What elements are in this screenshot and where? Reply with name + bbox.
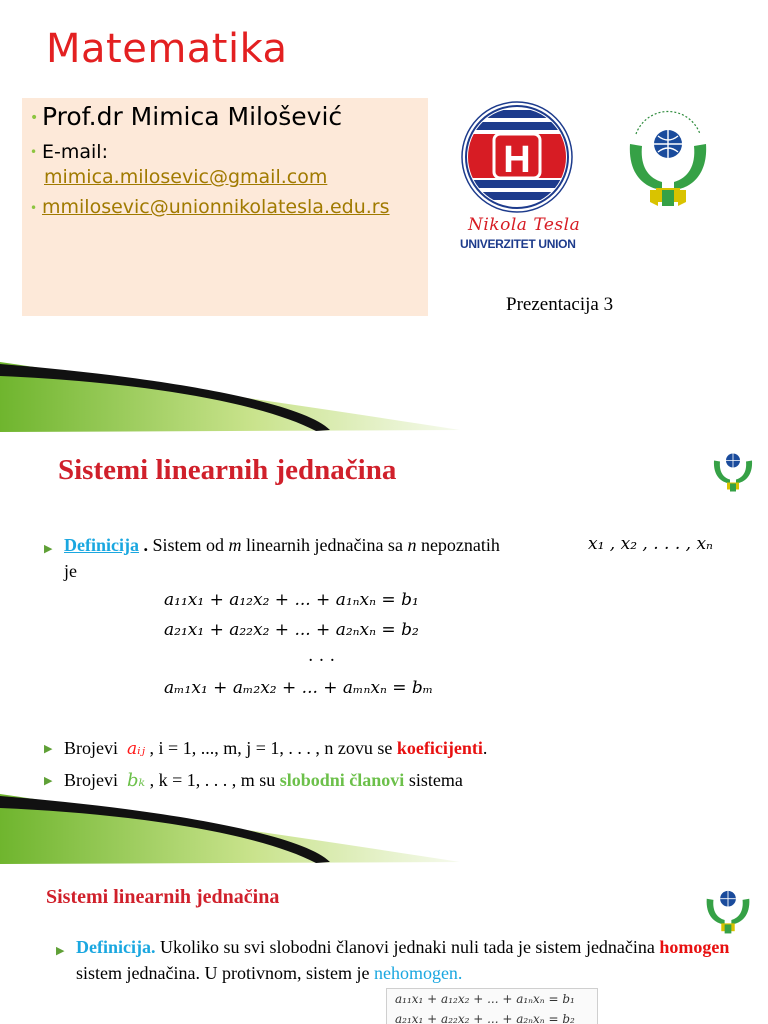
var-m: m — [228, 535, 242, 555]
slide-2 — [0, 432, 768, 864]
equation-row: a₁₁x₁ + a₁₂x₂ + ... + a₁ₙxₙ = b₁ — [395, 992, 575, 1006]
definition-label: Definicija. — [76, 937, 156, 957]
presentation-number: Prezentacija 3 — [506, 294, 614, 315]
slobodni-clanovi-term: slobodni članovi — [279, 770, 405, 790]
slide-swoosh-decoration — [0, 362, 768, 432]
free-member-symbol: bₖ — [127, 770, 146, 791]
definition-text: linearnih jednačina sa — [241, 535, 408, 555]
email-label: E-mail: — [42, 141, 108, 163]
union-h-logo — [460, 100, 574, 219]
bullet-dot-icon: • — [30, 110, 39, 126]
bullet-text: , k = 1, . . . , m su — [145, 770, 280, 790]
logo-h-letter: H — [503, 139, 531, 181]
author-name: Prof.dr Mimica Milošević — [42, 102, 343, 131]
definition-je: je — [64, 561, 77, 581]
definition-text: nepoznatih — [416, 535, 500, 555]
arrow-bullet-icon: ▶ — [56, 945, 65, 957]
equation-row: a₂₁x₁ + a₂₂x₂ + ... + a₂ₙxₙ = b₂ — [395, 1012, 575, 1024]
nehomogen-term: nehomogen. — [373, 963, 463, 983]
equation-image — [386, 988, 598, 1024]
definition-text: Sistem od — [147, 535, 229, 555]
homogen-term: homogen — [659, 937, 730, 957]
bullet-text: Brojevi — [64, 770, 118, 790]
slide-1 — [0, 0, 768, 432]
homogeneous-definition-bullet — [56, 934, 736, 986]
bullet-dot-icon: • — [30, 145, 38, 159]
bullet-text: , i = 1, ..., m, j = 1, . . . , n zovu se — [145, 738, 397, 758]
bullet-text: sistema — [404, 770, 463, 790]
equation-row: aₘ₁x₁ + aₘ₂x₂ + ... + aₘₙxₙ = bₘ — [164, 678, 434, 698]
equation-ellipsis: . . . — [308, 646, 336, 666]
equation-row: a₁₁x₁ + a₁₂x₂ + ... + a₁ₙxₙ = b₁ — [164, 590, 419, 610]
bullet-dot-icon: • — [30, 200, 38, 215]
bullet-text: . — [482, 738, 488, 758]
nikola-tesla-signature: Nikola Tesla — [468, 215, 581, 235]
slide-title: Matematika — [46, 26, 288, 72]
coef-symbol: aᵢⱼ — [127, 739, 146, 759]
slide-swoosh-decoration — [0, 794, 768, 864]
email-block — [30, 140, 327, 190]
bullet-text: Brojevi — [64, 738, 118, 758]
slide-title: Sistemi linearnih jednačina — [58, 454, 397, 486]
bullet-text: Ukoliko su svi slobodni članovi jednaki nuli tada je sistem jednačina — [155, 937, 660, 957]
definition-dot: . — [138, 535, 148, 555]
email-line-2 — [30, 196, 390, 218]
faculty-logo — [618, 104, 718, 215]
equation-row: a₂₁x₁ + a₂₂x₂ + ... + a₂ₙxₙ = b₂ — [164, 620, 419, 640]
arrow-bullet-icon: ▶ — [44, 775, 53, 787]
free-members-bullet — [44, 770, 463, 791]
coefficients-bullet — [44, 738, 488, 759]
slide-3 — [0, 864, 768, 1024]
arrow-bullet-icon: ▶ — [44, 743, 53, 755]
bullet-text: sistem jednačina. U protivnom, sistem je — [76, 963, 374, 983]
email-link-1[interactable]: mimica.milosevic@gmail.com — [44, 166, 328, 188]
koeficijenti-term: koeficijenti — [396, 738, 483, 758]
definition-link[interactable]: Definicija — [64, 535, 139, 555]
author-line — [30, 102, 342, 131]
author-box — [22, 98, 428, 316]
university-name: UNIVERZITET UNION — [460, 237, 576, 251]
faculty-logo-small — [708, 432, 758, 507]
arrow-bullet-icon: ▶ — [44, 543, 53, 555]
email-link-2[interactable]: mmilosevic@unionnikolatesla.edu.rs — [42, 196, 390, 218]
var-n: n — [407, 535, 417, 555]
slide-title: Sistemi linearnih jednačina — [46, 886, 280, 908]
unknowns-list: x₁ , x₂ , . . . , xₙ — [588, 534, 713, 554]
